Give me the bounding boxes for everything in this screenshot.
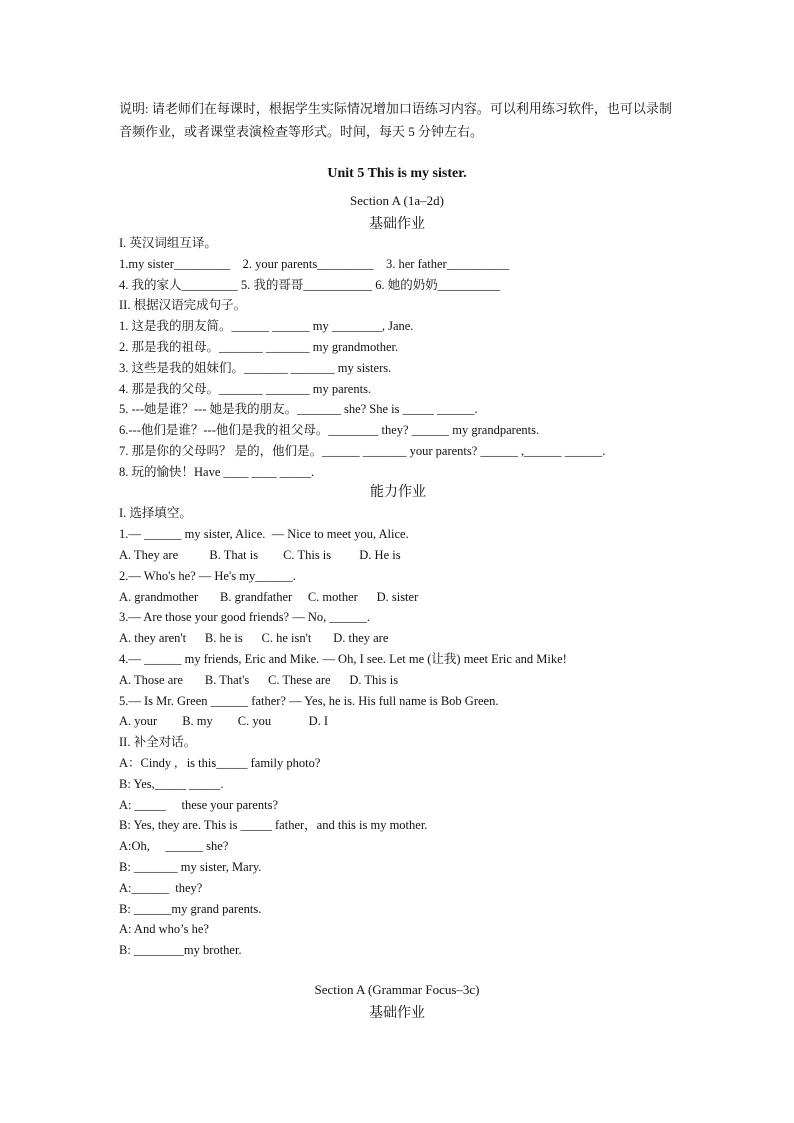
dialogue-line: B: Yes, they are. This is _____ father，and this is my mother. — [119, 818, 428, 833]
dialogue-line: A: _____ these your parents? — [119, 797, 278, 812]
basic-homework-label: 基础作业 — [369, 1006, 425, 1021]
exercise-line: 1. 这是我的朋友简。______ ______ my ________, Jane. — [119, 319, 414, 334]
exercise-line: 8. 玩的愉快！Have ____ ____ _____. — [119, 464, 315, 479]
dialogue-line: B: _______ my sister, Mary. — [119, 859, 262, 874]
dialogue-line: B: ______my grand parents. — [119, 901, 262, 916]
section-a-exercises — [119, 233, 719, 961]
exercise-line: 6.---他们是谁？---他们是我的祖父母。________ they? ______ my grandparents. — [119, 423, 540, 438]
question-line: 2.— Who's he? — He's my______. — [119, 568, 296, 583]
exercise-line: 3. 这些是我的姐妹们。_______ _______ my sisters. — [119, 360, 392, 375]
exercise-line: 4. 那是我的父母。_______ _______ my parents. — [119, 381, 372, 396]
basic-homework-label: 基础作业 — [369, 217, 425, 232]
dialogue-line: A: And who’s he? — [119, 922, 209, 937]
dialogue-line: A:______ they? — [119, 880, 203, 895]
options-line: A. Those are B. That's C. These are D. This is — [119, 672, 399, 687]
question-line: 3.— Are those your good friends? — No, ______. — [119, 610, 371, 625]
dialogue-line: B: Yes,_____ _____. — [119, 776, 224, 791]
ability-homework-label: 能力作业 — [370, 484, 426, 500]
part-heading: II. 根据汉语完成句子。 — [119, 298, 247, 313]
part-heading: II. 补全对话。 — [119, 735, 197, 750]
question-line: 5.— Is Mr. Green ______ father? — Yes, he is. His full name is Bob Green. — [119, 693, 499, 708]
section-title: Section A (1a–2d) — [350, 193, 444, 208]
question-line: 4.— ______ my friends, Eric and Mike. — Oh, I see. Let me (让我) meet Eric and Mike! — [119, 651, 567, 666]
part-heading: I. 选择填空。 — [119, 506, 192, 521]
options-line: A. they aren't B. he is C. he isn't D. they are — [119, 631, 389, 646]
dialogue-line: A：Cindy , is this_____ family photo? — [119, 755, 321, 770]
part-heading: I. 英汉词组互译。 — [119, 236, 217, 250]
exercise-line: 1.my sister_________ 2. your parents_________ 3. her father__________ — [119, 256, 510, 271]
exercise-line: 2. 那是我的祖母。_______ _______ my grandmother. — [119, 339, 399, 354]
options-line: A. your B. my C. you D. I — [119, 714, 329, 729]
options-line: A. They are B. That is C. This is D. He is — [119, 547, 401, 562]
exercise-line: 4. 我的家人_________ 5. 我的哥哥___________ 6. 她的奶奶__________ — [119, 277, 501, 292]
teacher-note: 说明: 请老师们在每课时，根据学生实际情况增加口语练习内容。可以利用练习软件，也可以录制音频作业，或者课堂表演检查等形式。时间，每天 5 分钟左右。 — [119, 101, 672, 139]
question-line: 1.— ______ my sister, Alice. — Nice to meet you, Alice. — [119, 527, 409, 542]
unit-title: Unit 5 This is my sister. — [327, 166, 467, 181]
options-line: A. grandmother B. grandfather C. mother D. sister — [119, 589, 419, 604]
dialogue-line: B: ________my brother. — [119, 943, 242, 958]
exercise-line: 5. ---她是谁？--- 她是我的朋友。_______ she? She is _____ ______. — [119, 402, 478, 417]
dialogue-line: A:Oh, ______ she? — [119, 839, 229, 854]
exercise-line: 7. 那是你的父母吗？ 是的，他们是。______ _______ your parents? ______ ,______ ______. — [119, 443, 606, 458]
section-title: Section A (Grammar Focus–3c) — [314, 982, 480, 997]
